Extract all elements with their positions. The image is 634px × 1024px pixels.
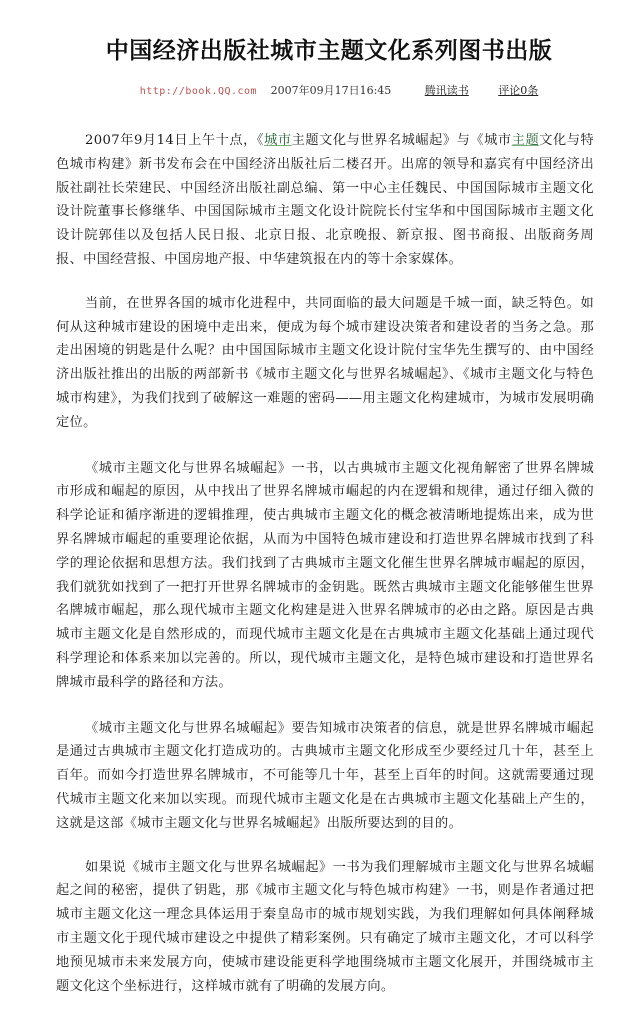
paragraph-1-text-b: 主题文化与世界名城崛起》与《城市 [291,133,512,148]
paragraph-1 [56,129,594,272]
highlight-keyword-theme[interactable]: 主题 [511,133,540,148]
paragraph-5: 如果说《城市主题文化与世界名城崛起》一书为我们理解城市主题文化与世界名城崛起之间的秘密，提供了钥匙，那《城市主题文化与特色城市构建》一书，则是作者通过把城市主题文化这一理念具体运用于秦皇岛市的城市规划实践，为我们理解如何具体阐释城市主题文化于现代城市建设之中提供了精彩案例。只有确定了城市主题文化，才可以科学地预见城市未来发展方向，使城市建设能更科学地围绕城市主题文化展开，并围绕城市主题文化这个坐标进行，这样城市就有了明确的发展方向。 [56,859,594,994]
comments-link[interactable]: 评论0条 [498,84,539,97]
paragraph-4: 《城市主题文化与世界名城崛起》要告知城市决策者的信息，就是世界名牌城市崛起是通过古典城市主题文化打造成功的。古典城市主题文化形成至少要经过几十年，甚至上百年。而如今打造世界名牌城市，不可能等几十年，甚至上百年的时间。这就需要通过现代城市主题文化来加以实现。而现代城市主题文化是在古典城市主题文化基础上产生的，这就是这部《城市主题文化与世界名城崛起》出版所要达到的目的。 [56,720,594,831]
article-title: 中国经济出版社城市主题文化系列图书出版 [105,37,553,64]
source-url-link[interactable]: http://book.QQ.com [139,86,258,97]
article-meta [56,83,594,99]
channel-link[interactable]: 腾讯读书 [424,84,469,97]
article-body [56,129,594,998]
paragraph-1-text-c: 文化与特色城市构建》新书发布会在中国经济出版社后二楼召开。出席的领导和嘉宾有中国经济出版社副社长荣建民、中国经济出版社副总编、第一中心主任魏民、中国国际城市主题文化设计院董事长修继华、中国国际城市主题文化设计院院长付宝华和中国国际城市主题文化设计院郭佳以及包括人民日报、北京日报、北京晚报、新京报、图书商报、出版商务周报、中国经营报、中国房地产报、中华建筑报在内的等十余家媒体。 [56,133,595,267]
paragraph-2: 当前，在世界各国的城市化进程中，共同面临的最大问题是千城一面，缺乏特色。如何从这种城市建设的困境中走出来，便成为每个城市建设决策者和建设者的当务之急。那走出困境的钥匙是什么呢？由中国国际城市主题文化设计院付宝华先生撰写的、由中国经济出版社推出的出版的两部新书《城市主题文化与世界名城崛起》、《城市主题文化与特色城市构建》，为我们找到了破解这一难题的密码——用主题文化构建城市，为城市发展明确定位。 [56,295,594,430]
paragraph-3: 《城市主题文化与世界名城崛起》一书，以古典城市主题文化视角解密了世界名牌城市形成和崛起的原因，从中找出了世界名牌城市崛起的内在逻辑和规律，通过仔细入微的科学论证和循序渐进的逻辑推理，使古典城市主题文化的概念被清晰地提炼出来，成为世界名牌城市崛起的重要理论依据，从而为中国特色城市建设和打造世界名牌城市找到了科学的理论依据和思想方法。我们找到了古典城市主题文化催生世界名牌城市崛起的原因，我们就犹如找到了一把打开世界名牌城市的金钥匙。既然古典城市主题文化能够催生世界名牌城市崛起，那么现代城市主题文化构建是进入世界名牌城市的必由之路。原因是古典城市主题文化是自然形成的，而现代城市主题文化是在古典城市主题文化基础上通过现代科学理论和体系来加以完善的。所以，现代城市主题文化，是特色城市建设和打造世界名牌城市最科学的路径和方法。 [56,460,594,690]
paragraph-1-text-a: 2007年9月14日上午十点，《 [85,133,265,148]
publish-date: 2007年09月17日16:45 [270,84,392,97]
highlight-keyword-city[interactable]: 城市 [264,133,292,148]
